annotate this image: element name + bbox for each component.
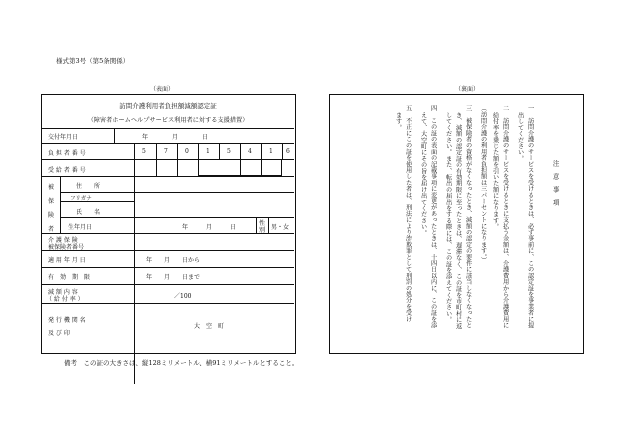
note-column: （訪問介護の利用者負担額は三パーセントになります。）: [479, 105, 487, 264]
payer-number-label: 負 担 者 番 号: [48, 150, 86, 157]
payer-digit: 1: [206, 148, 210, 155]
note-column: してください。また、転出の届出をする際には、この証を添えてください。: [444, 112, 452, 323]
care-insurance-label-1: 介 護 保 険: [48, 237, 78, 244]
note-column: 五 不正にこの証を使用した者は、刑法により詐欺罪として刑罰の処分を受け: [404, 105, 412, 322]
payer-digit: 0: [185, 148, 189, 155]
dob-day: 日: [230, 224, 237, 231]
note-column: き、減額の認定証の有効期限に至ったときは、遅滞なく、この証を市町村に返: [454, 112, 462, 329]
issue-date-label: 交付年月日: [48, 134, 79, 141]
insured-char: 保: [48, 198, 55, 205]
payer-digit: 1: [269, 148, 273, 155]
dob-month: 月: [206, 224, 213, 231]
recipient-number-label: 受 給 者 番 号: [48, 167, 86, 174]
insured-char: 険: [48, 212, 55, 219]
front-card: [41, 94, 296, 354]
payer-digit: 7: [164, 148, 168, 155]
applicable-date-value: 年 月 日から: [146, 257, 201, 264]
address-label: 住 所: [76, 183, 101, 190]
reduction-value: ／100: [174, 293, 192, 300]
issuer-label-2: 及 び 印: [48, 330, 70, 337]
issue-day: 日: [202, 134, 209, 141]
payer-digit: 6: [286, 148, 290, 155]
dob-year: 年: [182, 224, 189, 231]
note-column: 出してください。: [516, 112, 524, 162]
form-number: 様式第3号（第5条関係）: [56, 57, 130, 65]
dob-label: 生年月日: [68, 224, 93, 231]
valid-period-label: 有 効 期 限: [48, 274, 91, 281]
certificate-title: 訪問介護利用者負担額減額認定証: [119, 102, 217, 110]
reduction-label-2: （ 給 付 率 ）: [46, 296, 84, 303]
payer-digit: 4: [248, 148, 252, 155]
care-insurance-label-2: 被保険者番号: [48, 244, 85, 251]
applicable-date-label: 適 用 年 月 日: [48, 257, 86, 264]
note-column: えて、大空町にその旨を届け出てください。: [419, 112, 427, 236]
issuer-value: 大 空 町: [194, 323, 225, 330]
reduction-label-1: 減 額 内 容: [48, 289, 78, 296]
note-column: 給付率を乗じた額を引いた額になります。: [491, 112, 499, 230]
issue-year: 年: [142, 134, 149, 141]
notes-heading: 注 意 事 項: [551, 160, 560, 206]
issuer-label-1: 発 行 機 関 名: [48, 317, 86, 324]
sex-values: 男・女: [271, 224, 290, 231]
issue-month: 月: [172, 134, 179, 141]
valid-period-value: 年 月 日まで: [146, 274, 201, 281]
back-card: [329, 94, 584, 354]
note-column: 四 この証の表面の記載事項に変更があったときは、十四日以内に、この証を添: [429, 105, 437, 329]
sex-label-2: 別: [259, 227, 266, 234]
insured-char: 者: [48, 226, 55, 233]
note-column: 二 訪問介護のサービスを受けるときに支払う金額は、介護費用から介護費用に: [501, 105, 509, 329]
certificate-subtitle: （障害者ホームヘルプサービス利用者に対する支援措置）: [87, 117, 249, 124]
front-label: （表面）: [150, 86, 175, 93]
note-column: 三 被保険者の資格がなくなったとき、減額の認定の要件に該当しなくなったと: [464, 105, 472, 329]
furigana-label: フリガナ: [70, 196, 92, 202]
note-column: ます。: [394, 112, 402, 131]
footnote: 備考 この証の大きさは、縦128ミリメートル、横91ミリメートルとすること。: [64, 359, 299, 367]
payer-digit: 5: [227, 148, 231, 155]
insured-char: 被: [48, 184, 55, 191]
back-label: （裏面）: [455, 86, 480, 93]
name-label: 氏 名: [76, 209, 101, 216]
sex-label-1: 性: [259, 220, 266, 227]
note-column: 一 訪問介護のサービスを受けるときは、必ず事前に、この認定証を事業者に提: [526, 105, 534, 329]
payer-digit: 5: [142, 148, 146, 155]
